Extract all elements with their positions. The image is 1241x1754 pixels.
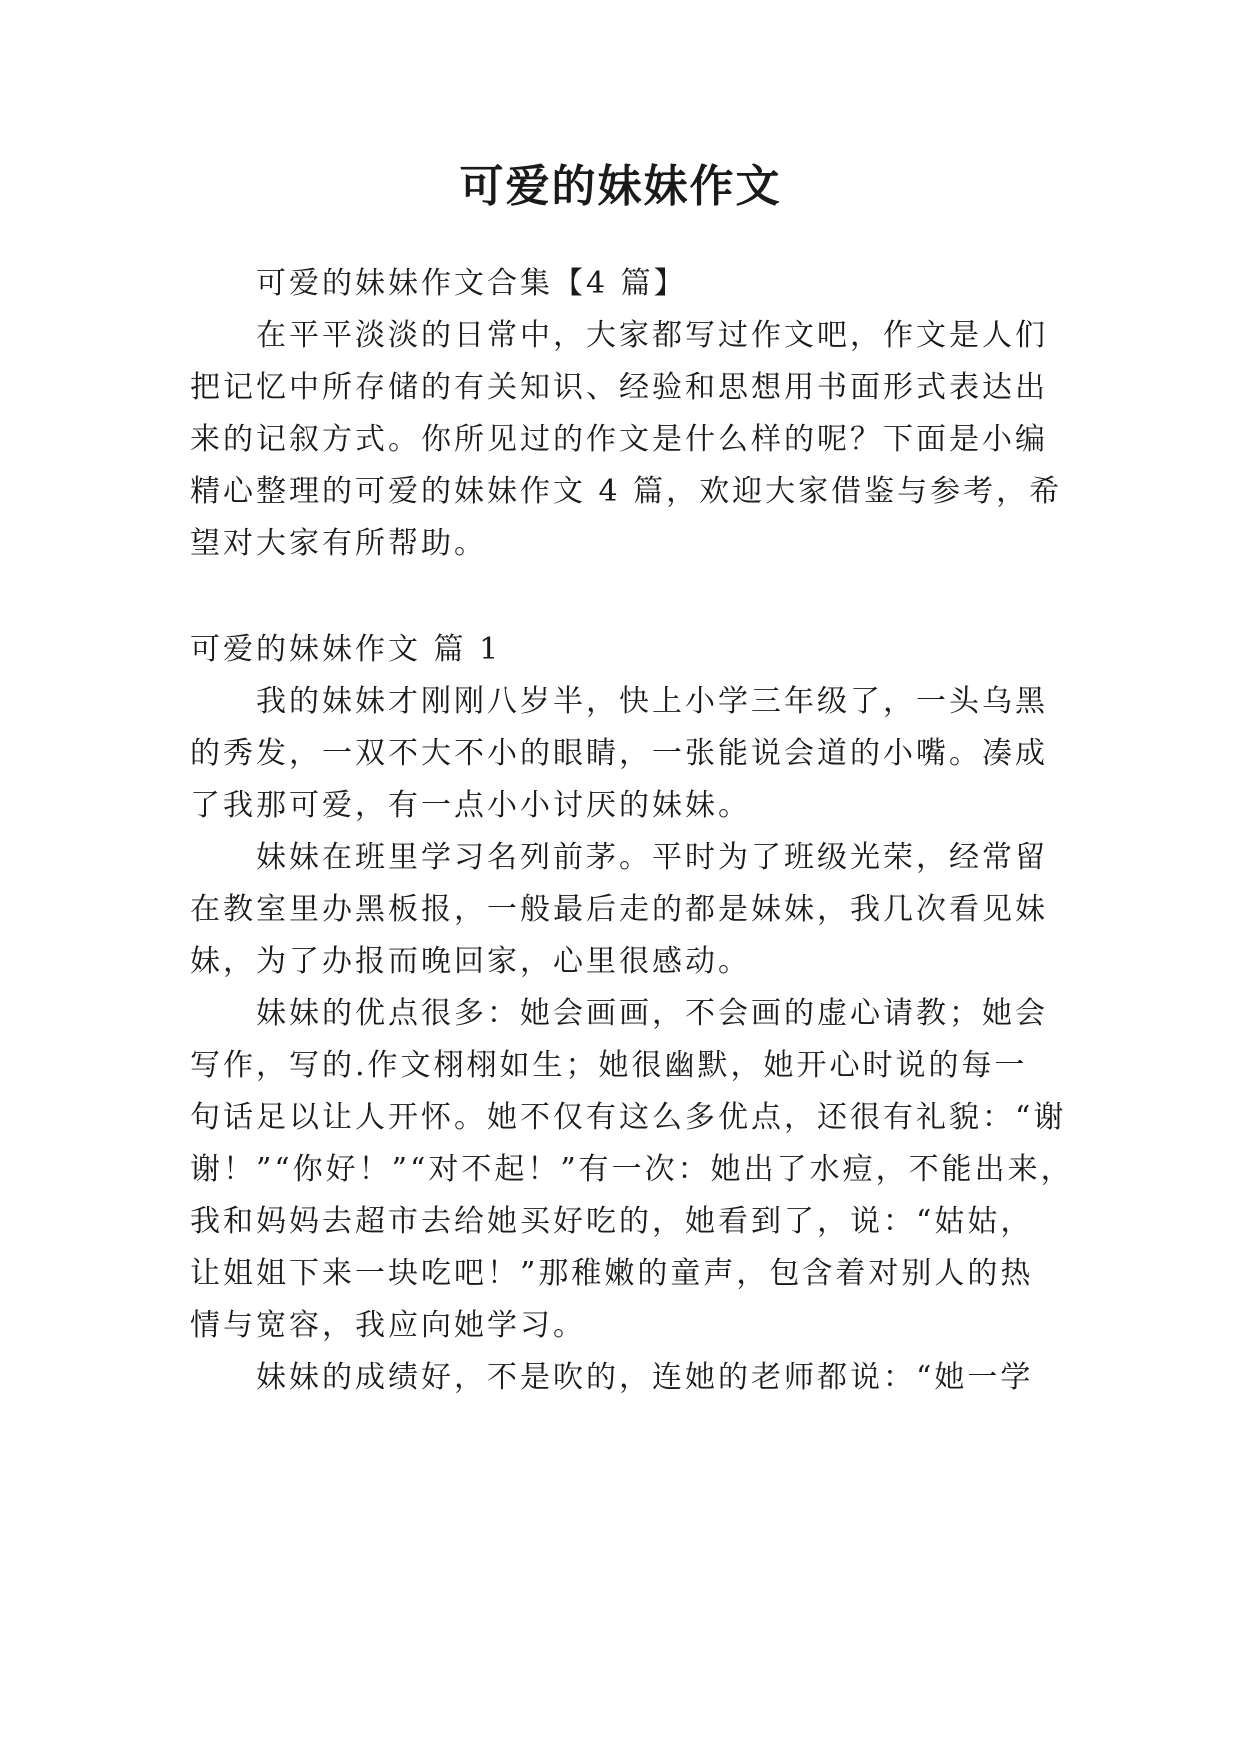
intro-paragraph-line: 望对大家有所帮助。 — [190, 526, 487, 561]
body-paragraph-line: 妹妹在班里学习名列前茅。平时为了班级光荣，经常留 — [256, 840, 1048, 875]
document-title: 可爱的妹妹作文 — [459, 161, 782, 212]
body-paragraph-line: 写作，写的.作文栩栩如生；她很幽默，她开心时说的每一 — [190, 1048, 1028, 1083]
intro-paragraph-line: 精心整理的可爱的妹妹作文 4 篇，欢迎大家借鉴与参考，希 — [190, 474, 1063, 509]
body-paragraph-line: 妹，为了办报而晚回家，心里很感动。 — [190, 944, 751, 979]
intro-paragraph-line: 把记忆中所存储的有关知识、经验和思想用书面形式表达出 — [190, 370, 1048, 405]
body-paragraph-line: 妹妹的优点很多：她会画画，不会画的虚心请教；她会 — [256, 996, 1048, 1031]
body-paragraph-line: 妹妹的成绩好，不是吹的，连她的老师都说：“她一学 — [256, 1360, 1034, 1395]
body-paragraph-line: 情与宽容，我应向她学习。 — [190, 1308, 586, 1343]
body-paragraph-line: 谢！”“你好！”“对不起！”有一次：她出了水痘，不能出来， — [190, 1152, 1074, 1187]
body-paragraph-line: 在教室里办黑板报，一般最后走的都是妹妹，我几次看见妹 — [190, 892, 1048, 927]
intro-paragraph-line: 在平平淡淡的日常中，大家都写过作文吧，作文是人们 — [256, 318, 1048, 353]
body-paragraph-line: 了我那可爱，有一点小小讨厌的妹妹。 — [190, 788, 751, 823]
section-heading: 可爱的妹妹作文 篇 1 — [190, 632, 502, 667]
collection-heading: 可爱的妹妹作文合集【4 篇】 — [256, 266, 687, 301]
body-paragraph-line: 我和妈妈去超市去给她买好吃的，她看到了，说：“姑姑， — [190, 1204, 1034, 1239]
body-paragraph-line: 的秀发，一双不大不小的眼睛，一张能说会道的小嘴。凑成 — [190, 736, 1048, 771]
body-paragraph-line: 句话足以让人开怀。她不仅有这么多优点，还很有礼貌：“谢 — [190, 1100, 1067, 1135]
intro-paragraph-line: 来的记叙方式。你所见过的作文是什么样的呢？下面是小编 — [190, 422, 1048, 457]
body-paragraph-line: 我的妹妹才刚刚八岁半，快上小学三年级了，一头乌黑 — [256, 684, 1048, 719]
body-paragraph-line: 让姐姐下来一块吃吧！”那稚嫩的童声，包含着对别人的热 — [190, 1256, 1034, 1291]
